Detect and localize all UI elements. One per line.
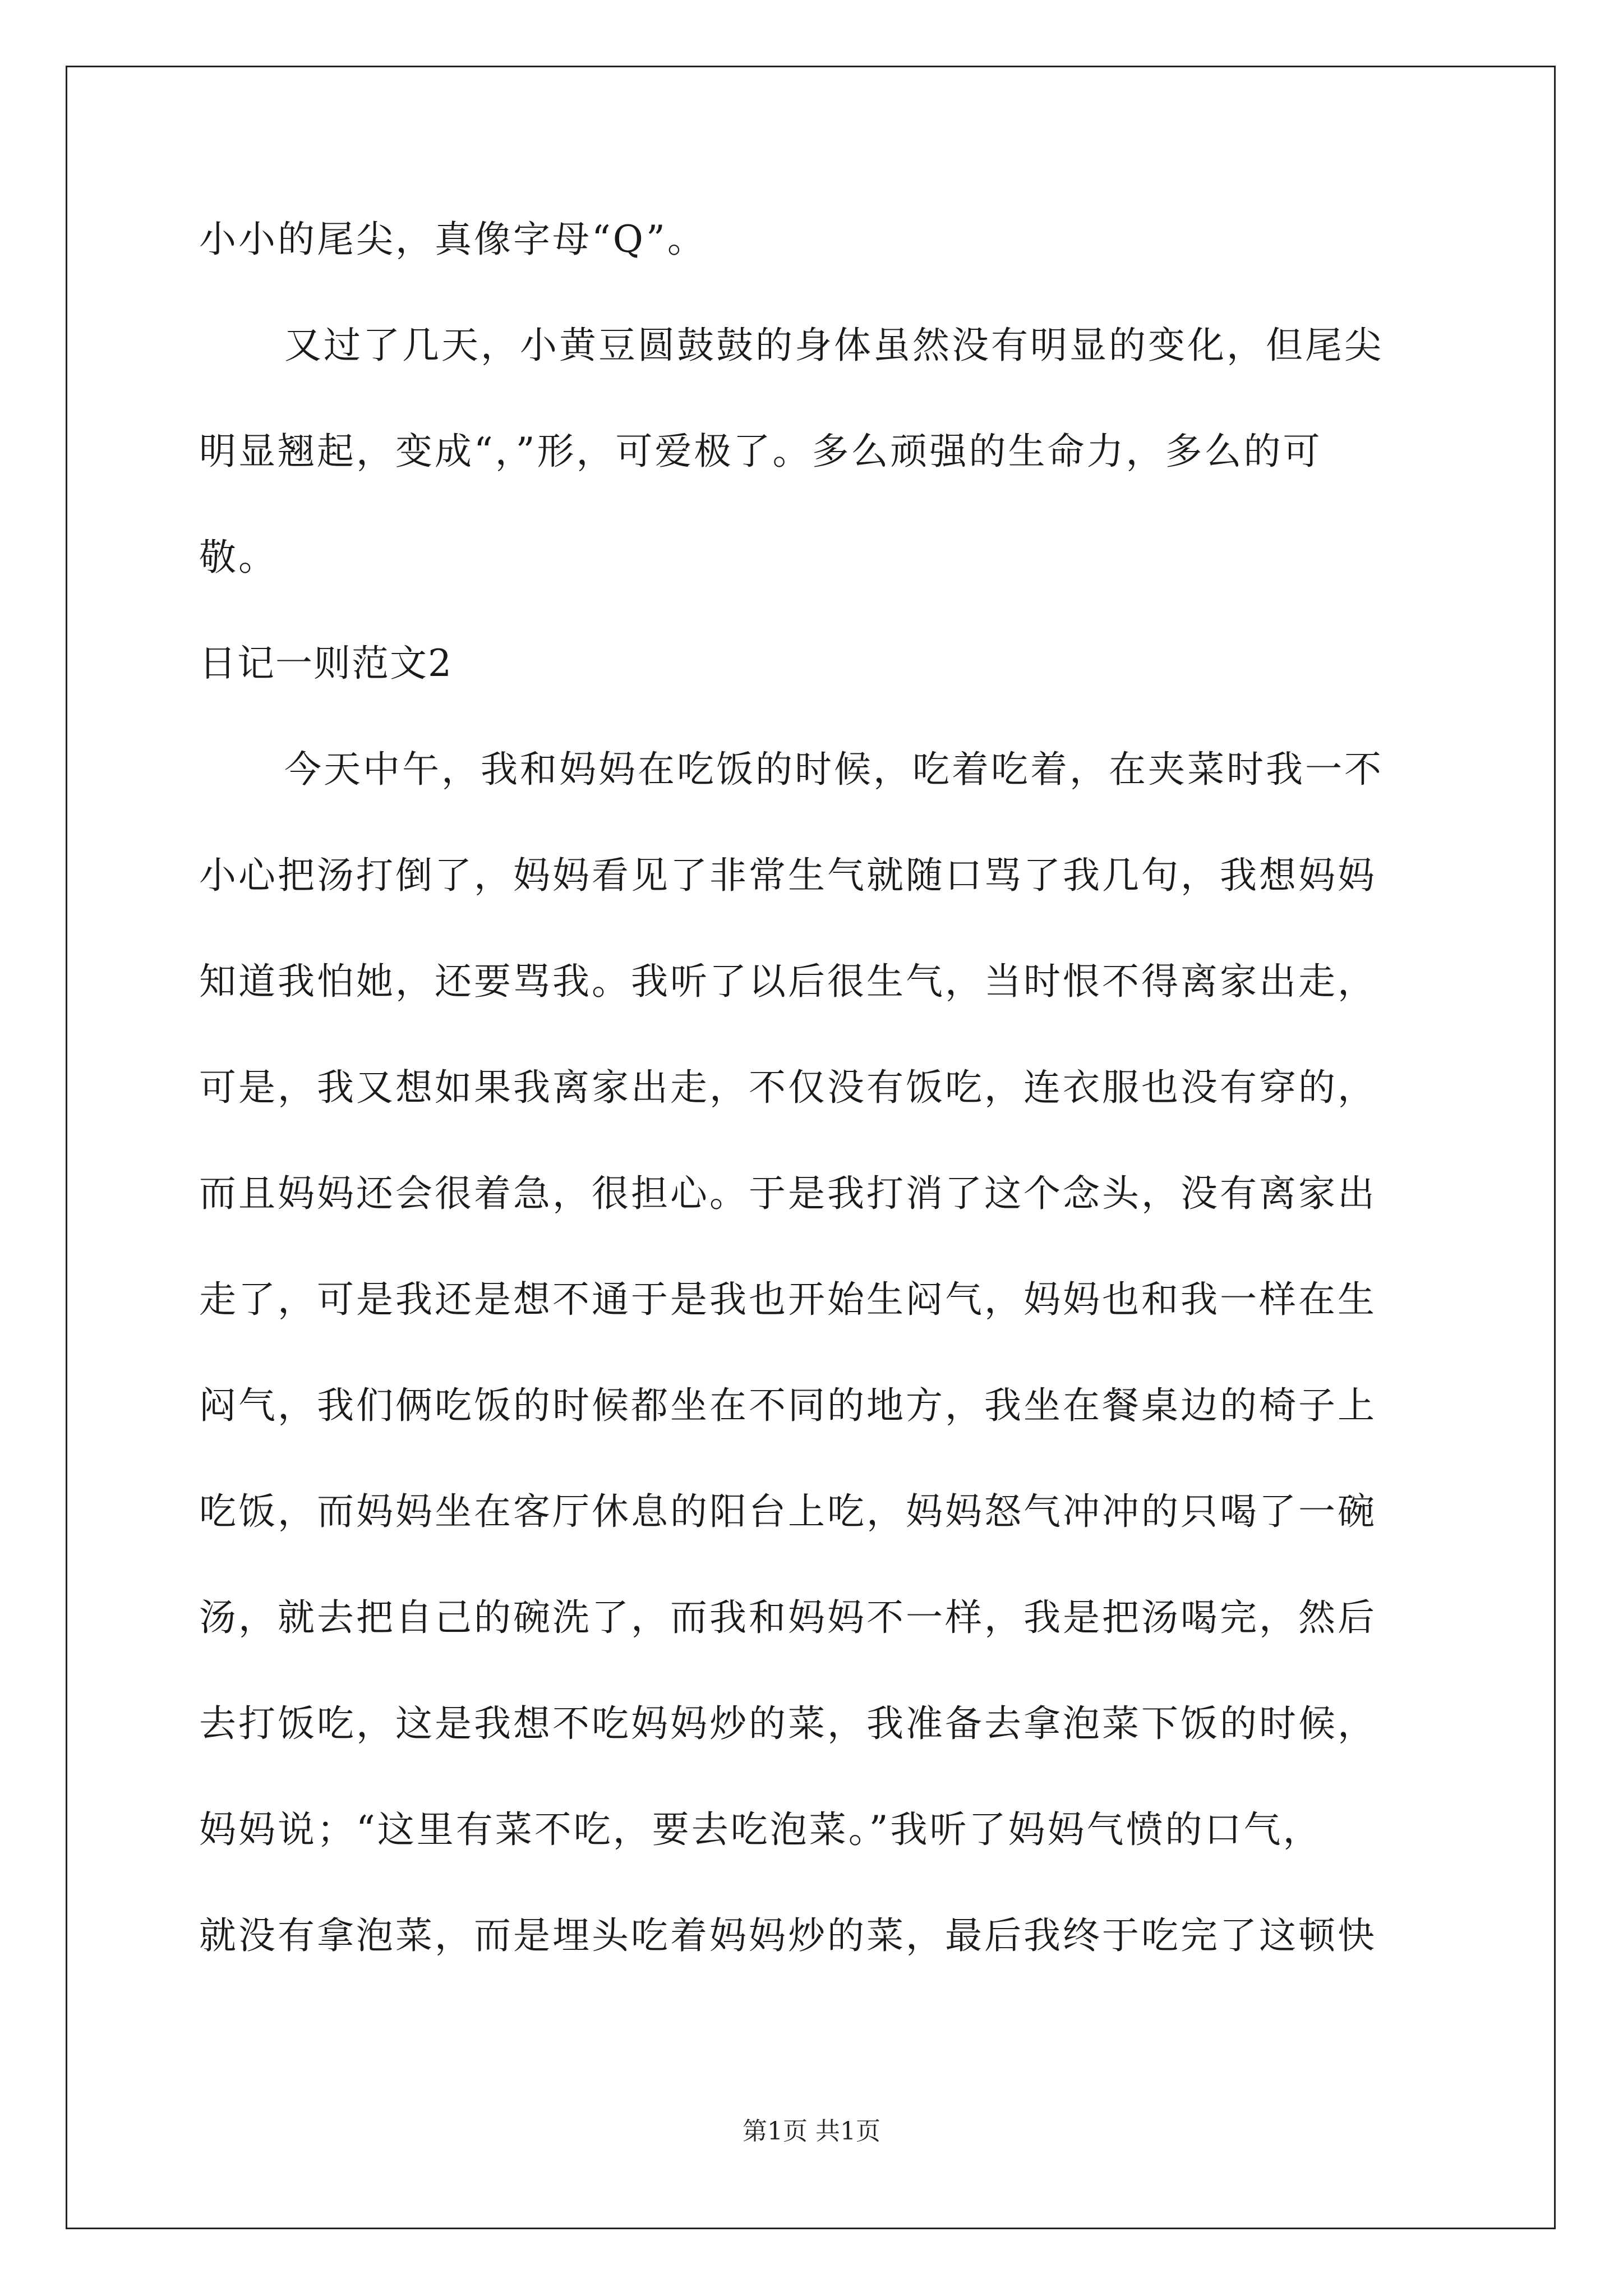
text-line: 妈妈说；“这里有菜不吃，要去吃泡菜。”我听了妈妈气愤的口气，	[199, 1808, 1322, 1851]
text-line: 知道我怕她，还要骂我。我听了以后很生气，当时恨不得离家出走，	[199, 960, 1377, 1003]
text-line: 就没有拿泡菜，而是埋头吃着妈妈炒的菜，最后我终于吃完了这顿快	[199, 1914, 1377, 1957]
section-heading: 日记一则范文2	[199, 642, 453, 685]
text-line: 敬。	[199, 536, 278, 579]
text-line: 可是，我又想如果我离家出走，不仅没有饭吃，连衣服也没有穿的，	[199, 1066, 1377, 1109]
text-line: 又过了几天，小黄豆圆鼓鼓的身体虽然没有明显的变化，但尾尖	[284, 324, 1384, 367]
text-line: 小小的尾尖，真像字母“Q”。	[199, 218, 707, 261]
page-number-footer: 第1页 共1页	[743, 2117, 880, 2146]
text-line: 明显翘起，变成“，”形，可爱极了。多么顽强的生命力，多么的可	[199, 430, 1322, 473]
text-line: 走了，可是我还是想不通于是我也开始生闷气，妈妈也和我一样在生	[199, 1278, 1377, 1321]
text-line: 闷气，我们俩吃饭的时候都坐在不同的地方，我坐在餐桌边的椅子上	[199, 1384, 1377, 1427]
text-line: 汤，就去把自己的碗洗了，而我和妈妈不一样，我是把汤喝完，然后	[199, 1596, 1377, 1639]
text-line: 今天中午，我和妈妈在吃饭的时候，吃着吃着，在夹菜时我一不	[284, 748, 1384, 791]
text-line: 吃饭，而妈妈坐在客厅休息的阳台上吃，妈妈怒气冲冲的只喝了一碗	[199, 1490, 1377, 1533]
text-line: 去打饭吃，这是我想不吃妈妈炒的菜，我准备去拿泡菜下饭的时候，	[199, 1702, 1377, 1745]
document-body	[199, 213, 1433, 2016]
text-line: 小心把汤打倒了，妈妈看见了非常生气就随口骂了我几句，我想妈妈	[199, 854, 1377, 897]
text-line: 而且妈妈还会很着急，很担心。于是我打消了这个念头，没有离家出	[199, 1172, 1377, 1215]
